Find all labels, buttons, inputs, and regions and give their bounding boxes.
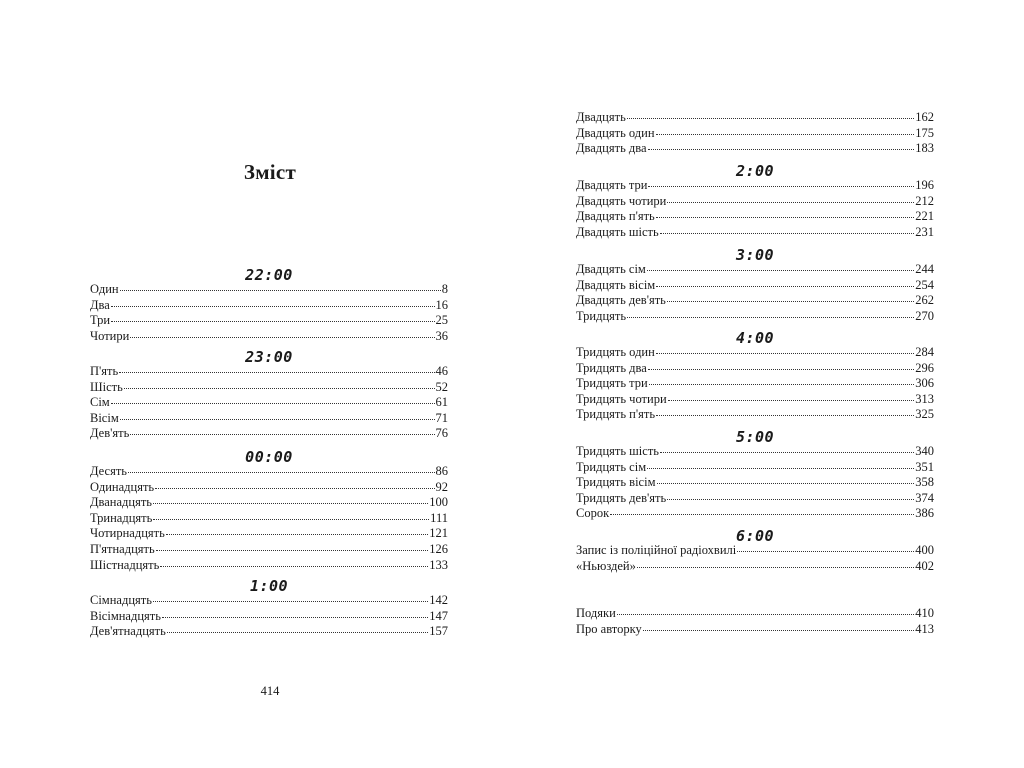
dot-leader: [111, 393, 435, 404]
toc-entry-label: Один: [90, 282, 119, 296]
dot-leader: [111, 296, 435, 307]
dot-leader: [648, 139, 915, 150]
dot-leader: [660, 442, 914, 453]
toc-entry-label: Вісім: [90, 410, 119, 425]
toc-entry-page: 358: [915, 475, 934, 490]
dot-leader: [153, 509, 429, 520]
dot-leader: [648, 176, 914, 187]
toc-entry-page: 374: [915, 490, 934, 505]
dot-leader: [130, 424, 434, 435]
toc-entry-label: Сімнадцять: [90, 593, 152, 607]
toc-entry-page: 142: [429, 593, 448, 607]
dot-leader: [610, 504, 914, 515]
time-section-heading: 00:00: [245, 448, 293, 466]
toc-entry-label: Тридцять два: [576, 360, 647, 375]
toc-entry-label: Подяки: [576, 606, 616, 620]
toc-entry-label: Дванадцять: [90, 495, 153, 510]
dot-leader: [120, 409, 435, 420]
time-section-heading: 4:00: [735, 329, 775, 347]
toc-entry-label: Одинадцять: [90, 479, 155, 494]
toc-entry-label: Чотирнадцять: [90, 526, 165, 541]
toc-entry-label: Двадцять дев'ять: [576, 293, 666, 308]
toc-entry-page: 71: [435, 410, 448, 425]
toc-entry-page: 16: [435, 297, 448, 312]
toc-entry-label: Шістнадцять: [90, 557, 160, 572]
toc-entry-page: 121: [429, 526, 448, 541]
toc-entry-label: Двадцять два: [576, 141, 647, 156]
toc-entry-page: 413: [915, 621, 934, 636]
toc-entry-label: Двадцять сім: [576, 262, 646, 276]
dot-leader: [656, 124, 915, 135]
toc-entry: [90, 426, 448, 441]
toc-entry-page: 306: [915, 376, 934, 391]
dot-leader: [660, 223, 915, 234]
toc-entry-label: Сім: [90, 395, 110, 410]
toc-entry-page: 183: [915, 141, 934, 156]
time-section-heading: 6:00: [735, 527, 775, 545]
toc-entry-page: 410: [915, 606, 934, 620]
toc-entry-page: 46: [435, 364, 448, 378]
toc-entry-label: Тринадцять: [90, 510, 153, 525]
toc-entry: [90, 329, 448, 344]
toc-entry-page: 147: [429, 608, 448, 623]
toc-entry-page: 196: [915, 178, 934, 192]
dot-leader: [656, 276, 914, 287]
toc-entry-label: Тридцять один: [576, 345, 655, 359]
dot-leader: [737, 541, 914, 552]
toc-entry-label: Десять: [90, 464, 127, 478]
toc-entry-label: Двадцять чотири: [576, 193, 667, 208]
dot-leader: [155, 478, 434, 489]
toc-entry-page: 61: [435, 395, 448, 410]
toc-entry-page: 262: [915, 293, 934, 308]
toc-entry-label: Шість: [90, 379, 123, 394]
dot-leader: [167, 622, 428, 633]
time-section-heading: 2:00: [735, 162, 775, 180]
toc-entry-page: 36: [435, 328, 448, 343]
time-section-heading: 22:00: [245, 266, 293, 284]
time-section-heading: 1:00: [249, 577, 289, 595]
toc-entry: [576, 622, 934, 637]
toc-entry-label: Двадцять: [576, 110, 626, 124]
toc-entry-label: Сорок: [576, 506, 610, 521]
toc-entry: [90, 558, 448, 573]
toc-entry: [576, 559, 934, 574]
dot-leader: [124, 378, 435, 389]
dot-leader: [153, 493, 428, 504]
dot-leader: [627, 307, 914, 318]
dot-leader: [656, 343, 914, 354]
toc-entry: [576, 225, 934, 240]
toc-entry-page: 313: [915, 391, 934, 406]
toc-entry-page: 92: [435, 479, 448, 494]
toc-entry-label: Двадцять шість: [576, 224, 659, 239]
dot-leader: [647, 458, 914, 469]
toc-entry-label: Тридцять п'ять: [576, 407, 656, 422]
dot-leader: [667, 291, 914, 302]
right-page: [512, 0, 1024, 768]
toc-entry-label: Тридцять три: [576, 376, 648, 391]
toc-entry-page: 244: [915, 262, 934, 276]
toc-entry-page: 284: [915, 345, 934, 359]
toc-entry-label: Про авторку: [576, 621, 642, 636]
toc-entry: [576, 407, 934, 422]
toc-entry-label: Тридцять вісім: [576, 475, 656, 490]
toc-entry-page: 212: [915, 193, 934, 208]
toc-right-column: [512, 0, 1024, 768]
time-section-heading: 3:00: [735, 246, 775, 264]
dot-leader: [647, 260, 914, 271]
toc-entry: [576, 141, 934, 156]
dot-leader: [637, 557, 914, 568]
toc-entry-page: 76: [435, 426, 448, 441]
dot-leader: [667, 489, 914, 500]
toc-entry-label: Тридцять чотири: [576, 391, 667, 406]
toc-entry-page: 162: [915, 110, 934, 124]
toc-entry-label: Тридцять: [576, 308, 627, 323]
toc-entry-label: Двадцять вісім: [576, 277, 656, 292]
dot-leader: [657, 473, 915, 484]
dot-leader: [111, 311, 434, 322]
toc-entry-page: 157: [429, 624, 448, 639]
toc-entry-page: 8: [441, 282, 448, 296]
toc-entry-page: 231: [915, 224, 934, 239]
toc-entry-label: Запис із поліційної радіохвилі: [576, 543, 737, 557]
toc-entry-page: 325: [915, 407, 934, 422]
toc-entry-page: 296: [915, 360, 934, 375]
toc-entry-page: 386: [915, 506, 934, 521]
page-number: 414: [260, 684, 280, 698]
dot-leader: [166, 524, 428, 535]
toc-entry-page: 270: [915, 308, 934, 323]
toc-entry: [576, 309, 934, 324]
toc-entry-label: Тридцять сім: [576, 459, 647, 474]
toc-entry-label: Двадцять один: [576, 125, 655, 140]
toc-entry-label: Дев'ятнадцять: [90, 624, 166, 639]
toc-entry-label: Чотири: [90, 328, 130, 343]
dot-leader: [656, 405, 914, 416]
toc-entry-label: Три: [90, 313, 111, 328]
toc-entry-page: 221: [915, 209, 934, 224]
toc-entry-label: Тридцять дев'ять: [576, 490, 667, 505]
toc-entry: [576, 506, 934, 521]
dot-leader: [153, 591, 428, 602]
page-title: Зміст: [243, 160, 297, 184]
toc-entry-label: Два: [90, 297, 110, 312]
toc-entry-label: Двадцять п'ять: [576, 209, 655, 224]
toc-entry-page: 133: [429, 557, 448, 572]
toc-entry-page: 175: [915, 125, 934, 140]
toc-entry-label: Двадцять три: [576, 178, 648, 192]
dot-leader: [648, 359, 914, 370]
toc-entry-label: Тридцять шість: [576, 444, 659, 458]
dot-leader: [160, 556, 428, 567]
dot-leader: [643, 620, 915, 631]
dot-leader: [162, 607, 428, 618]
toc-entry-page: 86: [435, 464, 448, 478]
dot-leader: [130, 327, 434, 338]
dot-leader: [656, 207, 914, 218]
toc-entry-label: Дев'ять: [90, 426, 130, 441]
dot-leader: [119, 362, 434, 373]
toc-entry-page: 100: [429, 495, 448, 510]
toc-entry-page: 111: [430, 510, 448, 525]
toc-entry-page: 126: [429, 542, 448, 556]
toc-entry-page: 254: [915, 277, 934, 292]
toc-entry-label: Вісімнадцять: [90, 608, 161, 623]
dot-leader: [617, 604, 914, 615]
toc-entry-page: 402: [915, 558, 934, 573]
dot-leader: [156, 540, 429, 551]
dot-leader: [627, 108, 914, 119]
time-section-heading: 23:00: [245, 348, 293, 366]
time-section-heading: 5:00: [735, 428, 775, 446]
dot-leader: [128, 462, 435, 473]
toc-entry-label: П'ять: [90, 364, 119, 378]
toc-entry-page: 351: [915, 459, 934, 474]
dot-leader: [649, 374, 915, 385]
toc-entry-label: П'ятнадцять: [90, 542, 155, 556]
toc-entry-label: «Ньюздей»: [576, 558, 636, 573]
toc-entry: [90, 624, 448, 639]
toc-entry-page: 400: [915, 543, 934, 557]
toc-entry-page: 52: [435, 379, 448, 394]
toc-entry-page: 25: [435, 313, 448, 328]
dot-leader: [668, 390, 915, 401]
toc-entry-page: 340: [915, 444, 934, 458]
dot-leader: [667, 192, 914, 203]
dot-leader: [120, 280, 441, 291]
